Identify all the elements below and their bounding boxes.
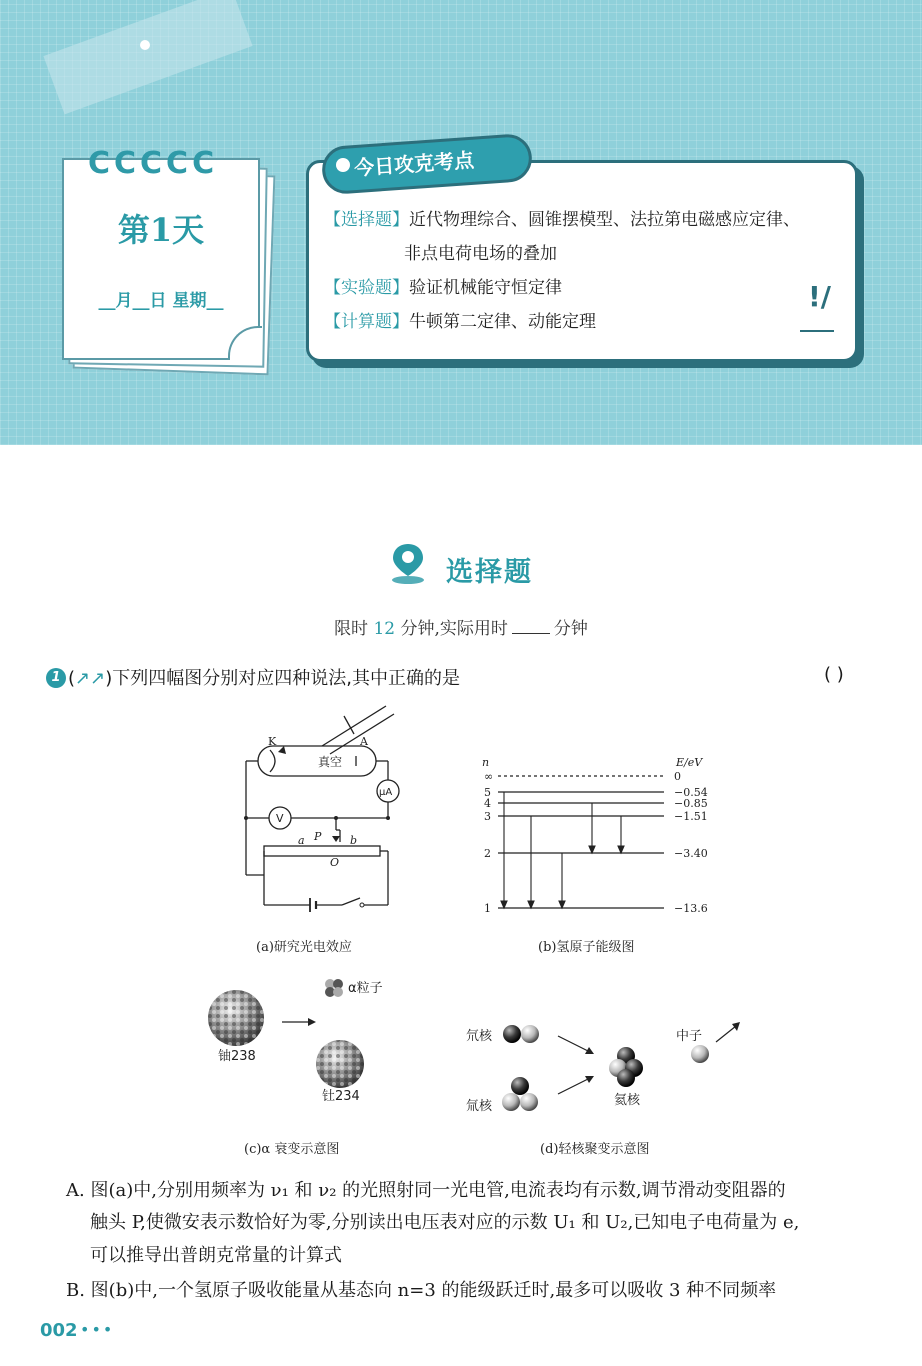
time-suffix: 分钟 <box>553 619 588 639</box>
time-prefix: 限时 <box>334 619 369 639</box>
option-a-line-3: 可以推导出普朗克常量的计算式 <box>90 1245 342 1266</box>
deuterium-label: 氘核 <box>466 1029 493 1044</box>
topics-tab-dot-icon <box>336 158 350 172</box>
figure-b-caption: (b)氢原子能级图 <box>538 940 635 955</box>
time-limit-line <box>0 614 922 639</box>
tritium-nucleus-icon <box>502 1077 538 1111</box>
level-n-label: 3 <box>484 810 491 823</box>
label-voltmeter: V <box>276 812 284 825</box>
topic-text: 非点电荷电场的叠加 <box>404 244 557 264</box>
level-energy-label: −0.85 <box>674 797 708 810</box>
alpha-label: α粒子 <box>348 981 383 996</box>
page-dots-decoration: ••• <box>80 1320 115 1339</box>
question-number: 1 <box>46 668 66 688</box>
level-n-label: 1 <box>484 902 491 915</box>
time-middle: 分钟,实际用时 <box>400 619 508 639</box>
topic-item <box>324 312 596 332</box>
label-O: O <box>330 856 340 869</box>
dash-decoration <box>800 330 834 332</box>
topic-item <box>404 244 557 264</box>
dot-decoration <box>140 40 150 50</box>
tritium-label: 氚核 <box>466 1099 493 1114</box>
question-text: 下列四幅图分别对应四种说法,其中正确的是 <box>112 668 460 689</box>
arrow-head-icon <box>528 901 534 908</box>
topic-text: 验证机械能守恒定律 <box>409 278 562 298</box>
level-n-label: ∞ <box>484 770 494 783</box>
label-microammeter: μA <box>379 787 393 798</box>
figure-a-circuit <box>236 700 416 922</box>
topics-title: 今日攻克考点 <box>353 147 475 181</box>
neutron-label: 中子 <box>676 1029 703 1044</box>
n-header: n <box>482 756 490 769</box>
topic-tag: 【实验题】 <box>324 278 409 298</box>
figure-c-caption: (c)α 衰变示意图 <box>244 1142 340 1157</box>
label-b: b <box>350 834 358 847</box>
uranium-label: 铀238 <box>218 1049 256 1064</box>
alpha-particle-icon <box>325 979 343 997</box>
e-header: E/eV <box>676 756 703 769</box>
level-energy-label: −13.6 <box>674 902 708 915</box>
level-energy-label: −3.40 <box>674 847 708 860</box>
time-limit-value: 12 <box>373 619 396 639</box>
arrow-head-icon <box>559 901 565 908</box>
calendar-date-label: __月__日 星期__ <box>98 291 224 311</box>
figure-b-energy-levels <box>476 756 726 922</box>
deuterium-nucleus-icon <box>503 1025 539 1043</box>
topic-tag: 【选择题】 <box>324 210 409 230</box>
calendar-rings-icon: ССССС <box>88 146 219 181</box>
label-K: K <box>268 735 277 748</box>
arrow-head-icon <box>589 846 595 853</box>
question-stem <box>68 664 460 690</box>
helium-nucleus-icon <box>609 1047 643 1087</box>
neutron-icon <box>691 1045 709 1063</box>
location-pin-icon <box>388 542 428 584</box>
difficulty-icon: ↗↗ <box>75 668 106 689</box>
option-a-line-2: 触头 P,使微安表示数恰好为零,分别读出电压表对应的示数 U₁ 和 U₂,已知电子电荷量为 e, <box>90 1212 800 1233</box>
thorium-label: 钍234 <box>322 1089 360 1104</box>
label-vacuum: 真空 <box>318 755 343 769</box>
level-n-label: 5 <box>484 786 491 799</box>
section-title: 选择题 <box>446 557 533 588</box>
level-energy-label: 0 <box>674 770 681 783</box>
figure-c-alpha-decay <box>200 974 420 1106</box>
option-a-line-1: A. 图(a)中,分别用频率为 ν₁ 和 ν₂ 的光照射同一光电管,电流表均有示数,调节滑动变阻器的 <box>66 1180 786 1201</box>
open-paren: ( <box>68 668 76 689</box>
figure-a-caption: (a)研究光电效应 <box>256 940 352 955</box>
topic-text: 牛顿第二定律、动能定理 <box>409 312 596 332</box>
answer-paren: ( ) <box>824 664 844 685</box>
level-n-label: 2 <box>484 847 491 860</box>
topic-tag: 【计算题】 <box>324 312 409 332</box>
page-number: 002 <box>40 1320 78 1341</box>
level-energy-label: −1.51 <box>674 810 708 823</box>
close-paren: ) <box>105 668 113 689</box>
level-energy-label: −0.54 <box>674 786 708 799</box>
calendar-card <box>62 158 260 360</box>
level-n-label: 4 <box>484 797 491 810</box>
topic-item <box>324 278 562 298</box>
topic-text: 近代物理综合、圆锥摆模型、法拉第电磁感应定律、 <box>409 210 800 230</box>
option-b-line-1: B. 图(b)中,一个氢原子吸收能量从基态向 n=3 的能级跃迁时,最多可以吸收 3 种不同频率 <box>66 1280 777 1301</box>
exclamation-icon: !/ <box>808 280 831 313</box>
figure-d-caption: (d)轻核聚变示意图 <box>540 1142 650 1157</box>
label-P: P <box>314 830 322 843</box>
arrow-head-icon <box>618 846 624 853</box>
calendar-day-label: 第1天 <box>117 211 205 249</box>
topic-item <box>324 210 800 230</box>
arrow-head-icon <box>501 901 507 908</box>
figure-d-fusion <box>462 1012 752 1118</box>
time-blank <box>512 633 550 634</box>
helium-label: 氦核 <box>614 1093 641 1108</box>
label-A: A <box>360 735 368 748</box>
label-a: a <box>298 834 305 847</box>
